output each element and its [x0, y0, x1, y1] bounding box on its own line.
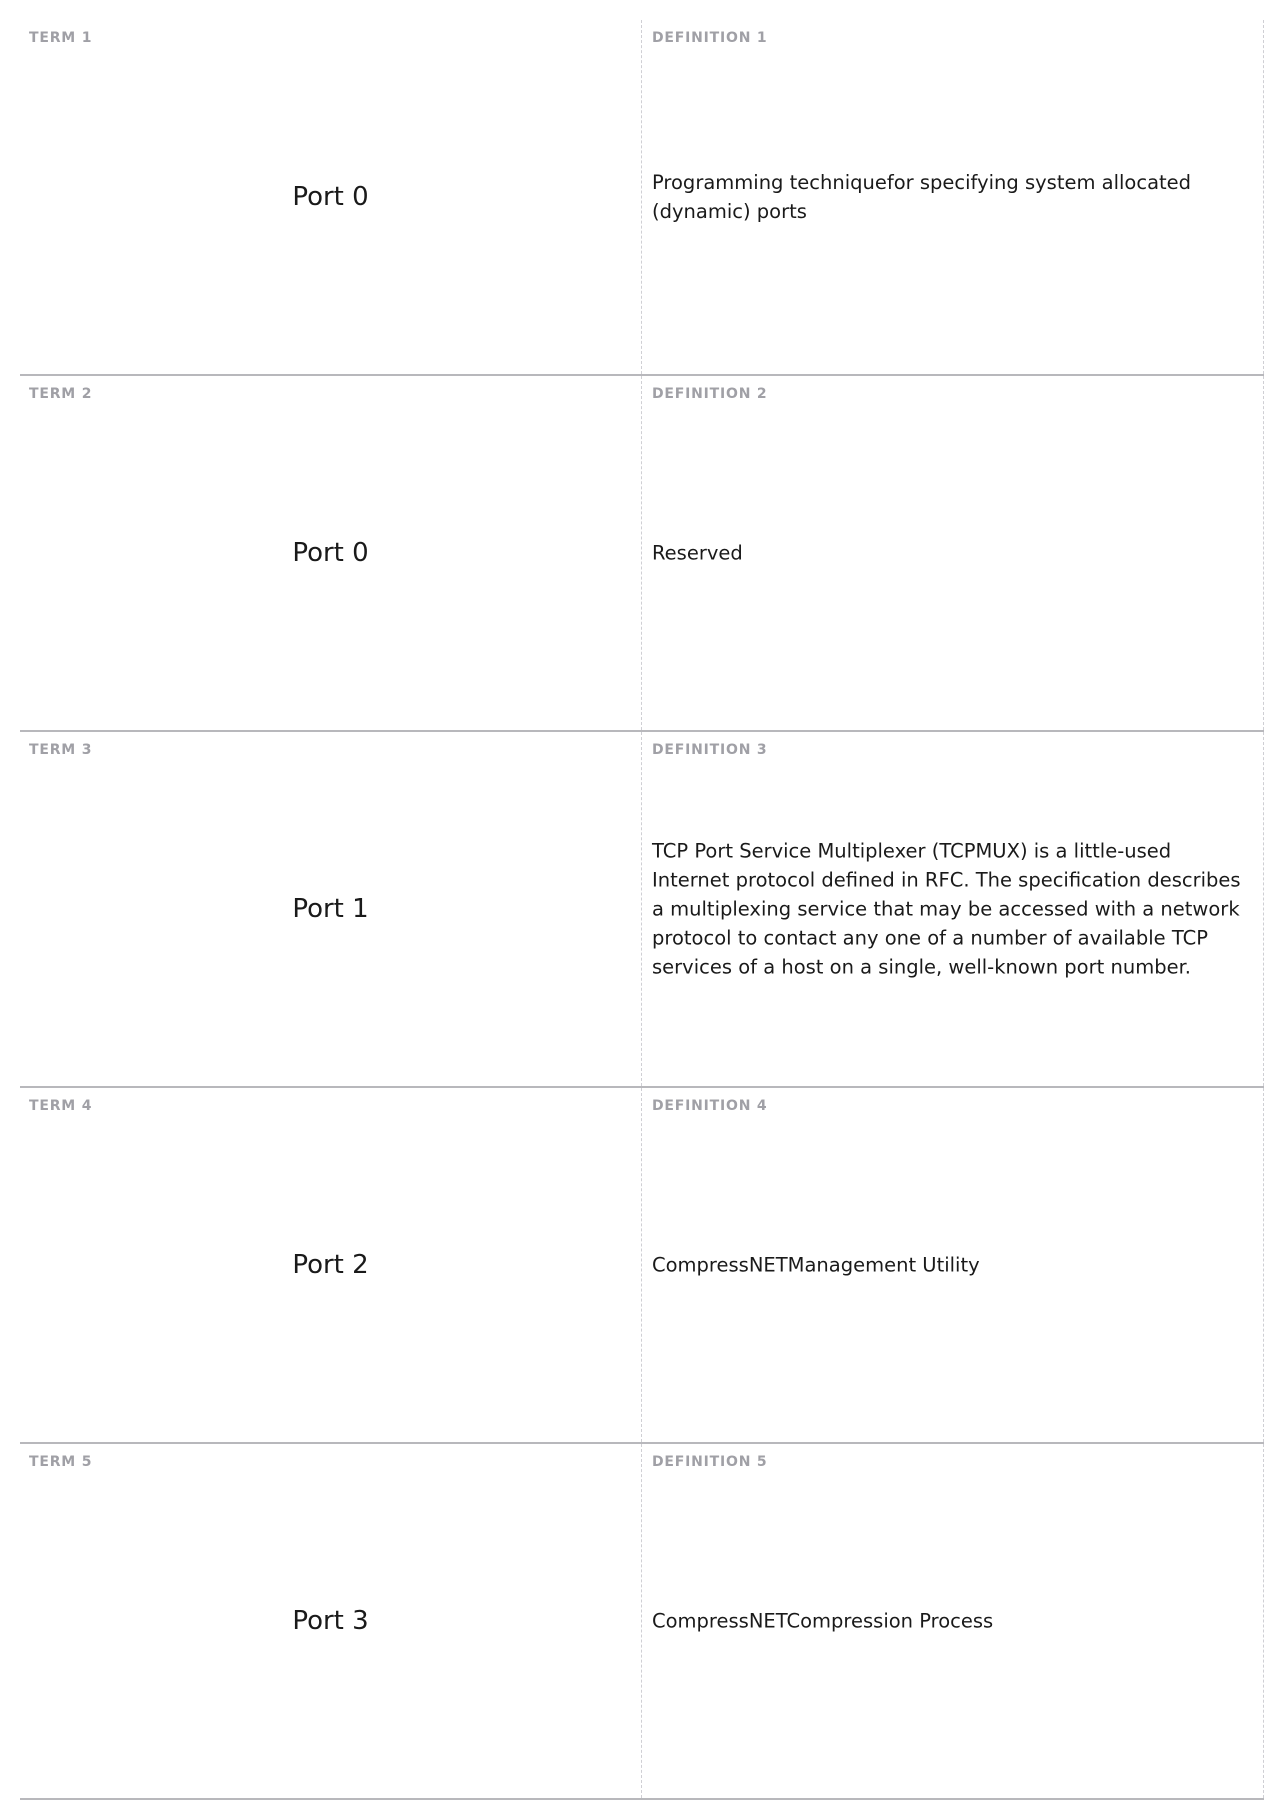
definition-text: TCP Port Service Multiplexer (TCPMUX) is a little-used Internet protocol defined in RFC. The specification describes a multiplexing service that may be accessed with a network protocol to contact any one of a number of available TCP services of a host on a single, well-known port number. — [652, 839, 1241, 979]
term-text: Port 0 — [292, 538, 369, 568]
flashcard-sheet — [20, 20, 1264, 1800]
term-cell — [20, 20, 642, 374]
term-label: TERM 3 — [29, 742, 93, 758]
definition-label: DEFINITION 3 — [652, 742, 768, 758]
flashcard-row — [20, 376, 1264, 732]
definition-label: DEFINITION 1 — [652, 30, 768, 46]
definition-text: CompressNETManagement Utility — [652, 1253, 980, 1277]
definition-text: CompressNETCompression Process — [652, 1609, 994, 1633]
definition-cell — [642, 1088, 1264, 1442]
definition-cell — [642, 376, 1264, 730]
flashcard-row — [20, 20, 1264, 376]
term-cell — [20, 1444, 642, 1798]
definition-text: Programming techniquefor specifying system allocated (dynamic) ports — [652, 171, 1192, 223]
flashcard-row — [20, 1444, 1264, 1800]
flashcard-row — [20, 1088, 1264, 1444]
flashcard-row — [20, 732, 1264, 1088]
term-cell — [20, 732, 642, 1086]
term-text: Port 0 — [292, 182, 369, 212]
term-label: TERM 5 — [29, 1454, 93, 1470]
term-text: Port 1 — [292, 894, 369, 924]
term-label: TERM 2 — [29, 386, 93, 402]
term-label: TERM 4 — [29, 1098, 93, 1114]
definition-label: DEFINITION 2 — [652, 386, 768, 402]
definition-label: DEFINITION 5 — [652, 1454, 768, 1470]
term-label: TERM 1 — [29, 30, 93, 46]
definition-label: DEFINITION 4 — [652, 1098, 768, 1114]
definition-text: Reserved — [652, 541, 743, 565]
term-cell — [20, 376, 642, 730]
definition-cell — [642, 1444, 1264, 1798]
definition-cell — [642, 20, 1264, 374]
term-text: Port 3 — [292, 1606, 369, 1636]
term-text: Port 2 — [292, 1250, 369, 1280]
term-cell — [20, 1088, 642, 1442]
definition-cell — [642, 732, 1264, 1086]
